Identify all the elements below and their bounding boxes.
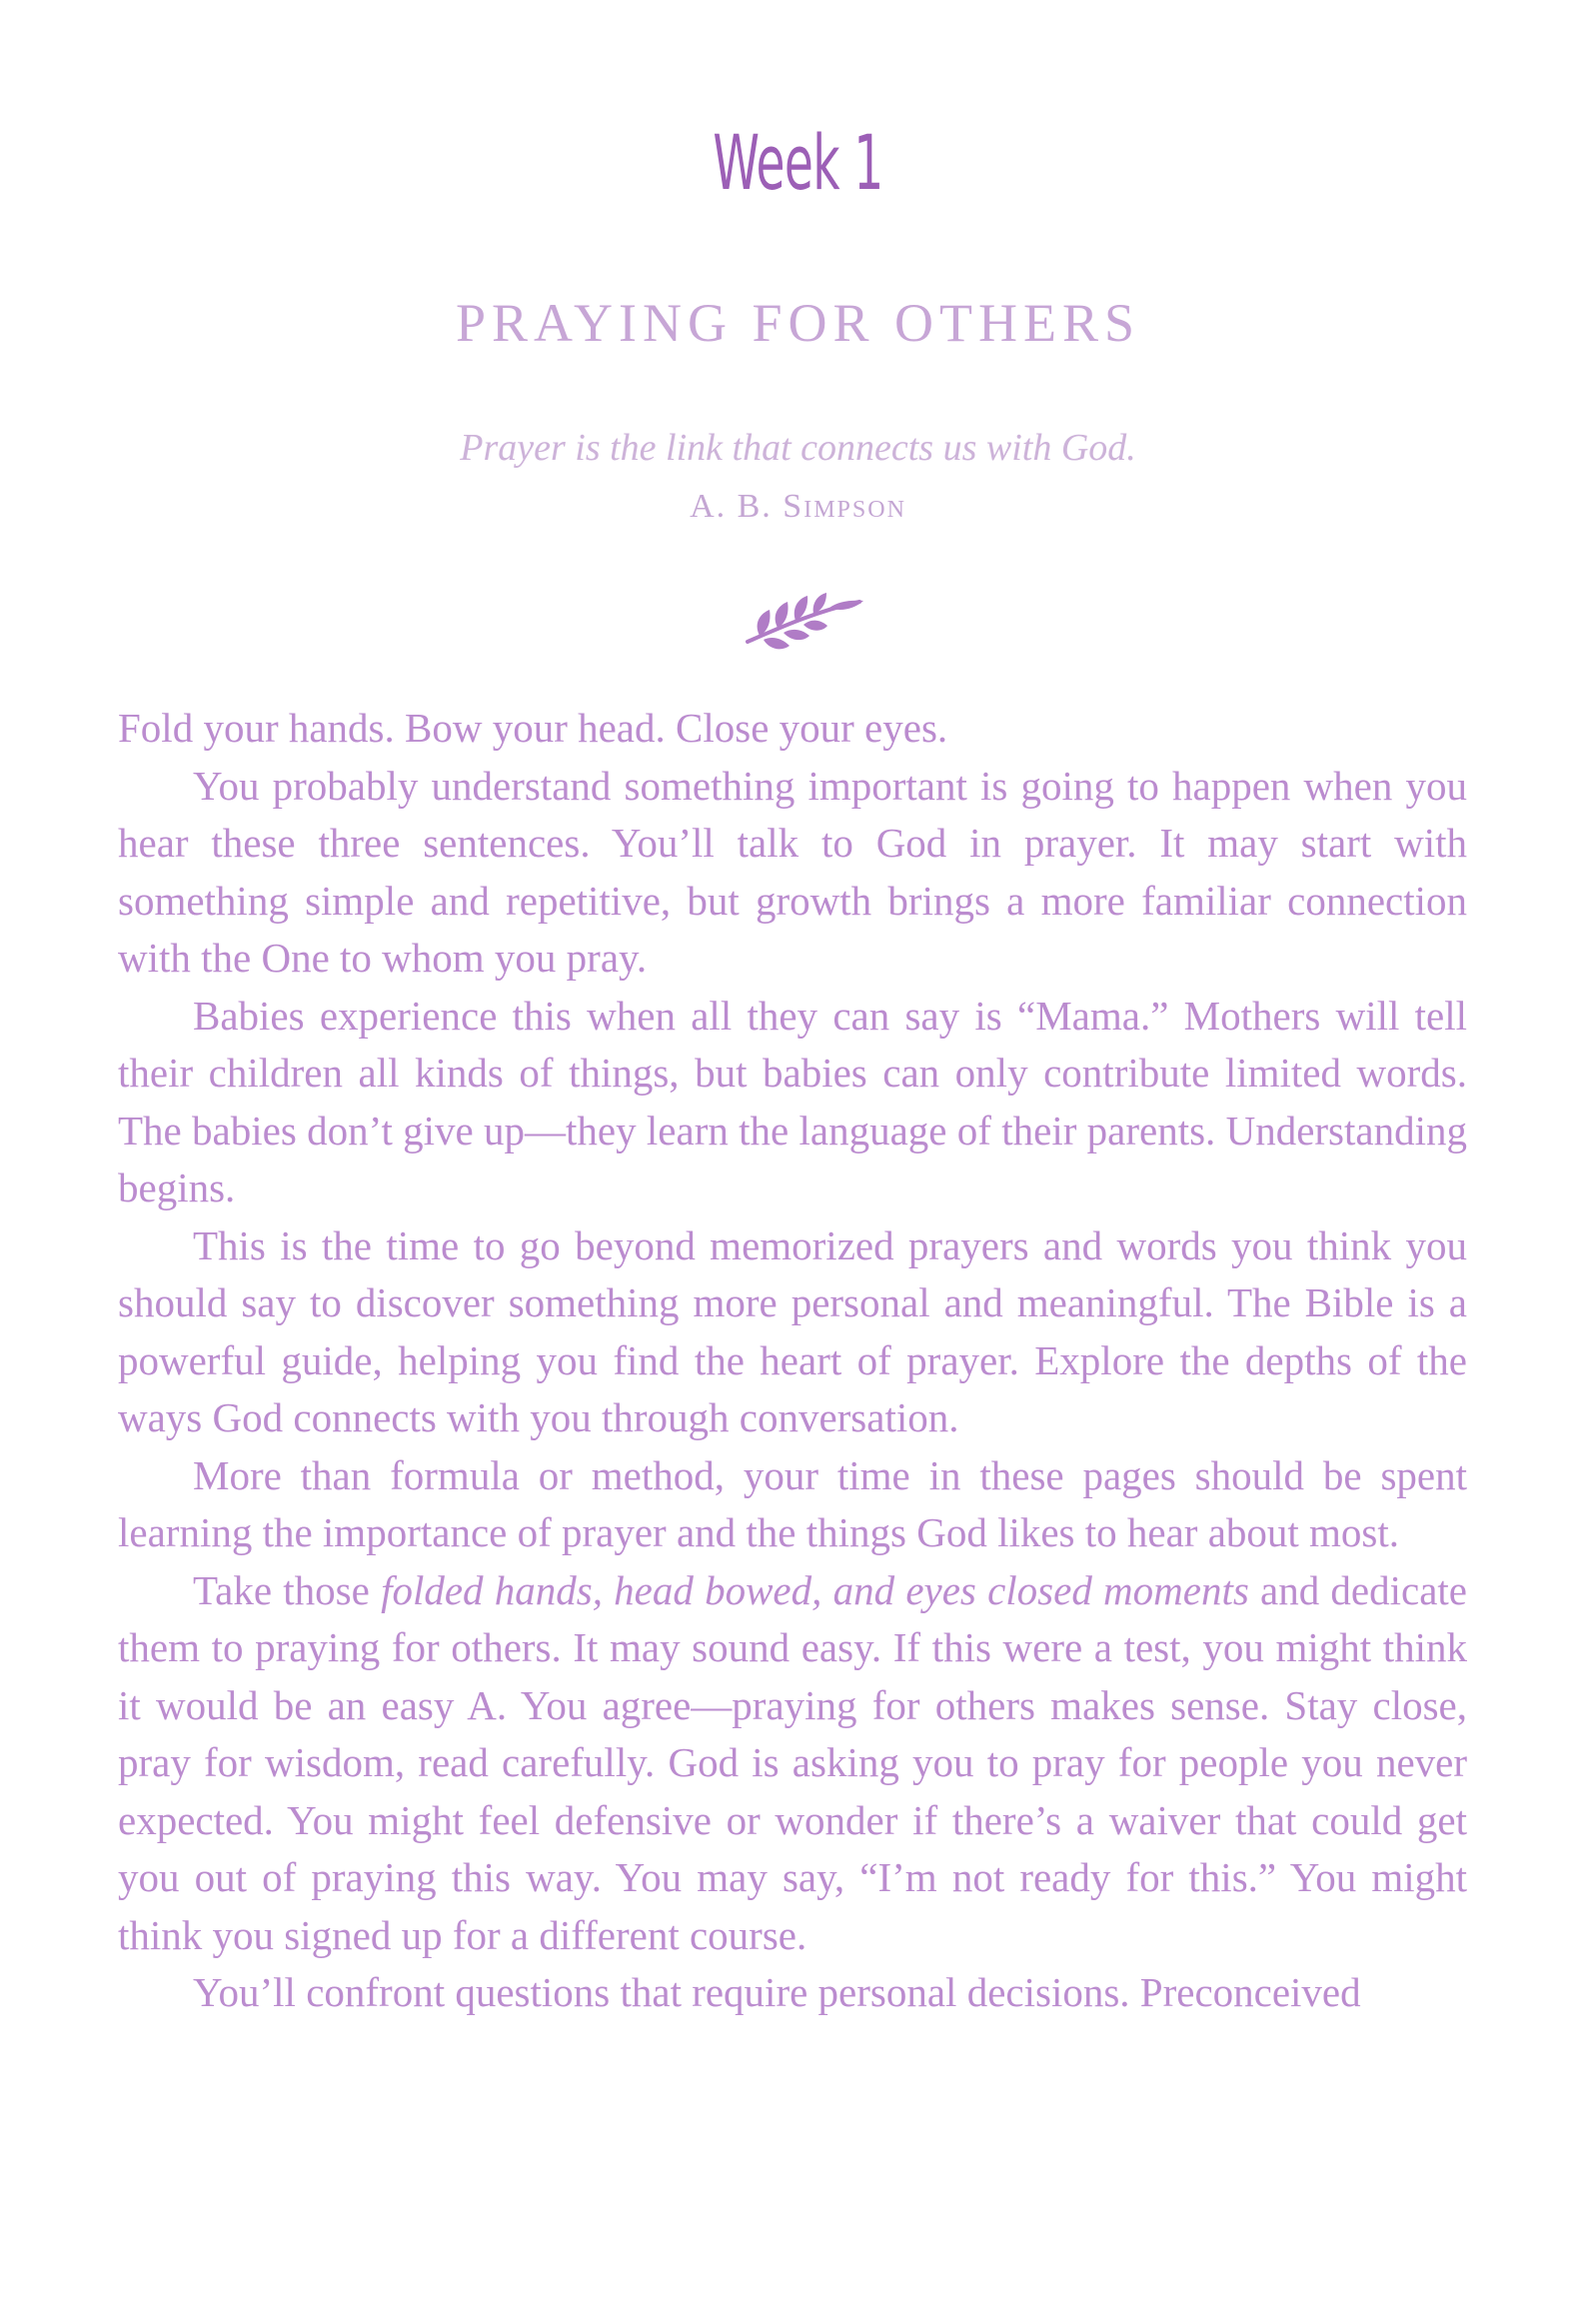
section-title: PRAYING FOR OTHERS	[455, 293, 1141, 353]
paragraph-4: This is the time to go beyond memorized prayers and words you think you should say to discover something more personal and meaningful. The Bible is a powerful guide, helping you find the heart of prayer. Explore the depths of the ways God connects with you through conversation.	[118, 1221, 1467, 1440]
week-title: Week 1	[713, 118, 883, 207]
paragraph-6-start: Take those	[193, 1566, 382, 1613]
epigraph-quote: Prayer is the link that connects us with God.	[460, 427, 1136, 469]
paragraph-3: Babies experience this when all they can say is “Mama.” Mothers will tell their children all kinds of things, but babies can only contribute limited words. The babies don’t give up—they learn the language of their parents. Understanding begins.	[118, 992, 1467, 1210]
paragraph-5: More than formula or method, your time in these pages should be spent learning the importance of prayer and the things God likes to hear about most.	[118, 1451, 1467, 1555]
paragraph-6	[118, 1562, 1467, 1965]
body-text	[118, 700, 1467, 2022]
paragraph-2: You probably understand something important is going to happen when you hear these three sentences. You’ll talk to God in prayer. It may start with something simple and repetitive, but growth brings a more familiar connection with the One to whom you pray.	[118, 762, 1467, 981]
paragraph-6-italic: folded hands, head bowed, and eyes closed moments	[381, 1566, 1249, 1613]
paragraph-6-end: and dedicate them to praying for others. It may sound easy. If this were a test, you might think it would be an easy A. You agree—praying for others makes sense. Stay close, pray for wisdom, read carefully. God is asking you to pray for people you never expected. You might feel defensive or wonder if there’s a waiver that could get you out of praying this way. You may say, “I’m not ready for this.” You might think you signed up for a different course.	[118, 1566, 1467, 1958]
epigraph-attribution: A. B. Simpson	[690, 488, 906, 525]
paragraph-1: Fold your hands. Bow your head. Close your eyes.	[118, 705, 948, 751]
paragraph-7: You’ll confront questions that require personal decisions. Preconceived	[193, 1969, 1361, 2015]
leaf-sprig-icon	[730, 580, 869, 660]
